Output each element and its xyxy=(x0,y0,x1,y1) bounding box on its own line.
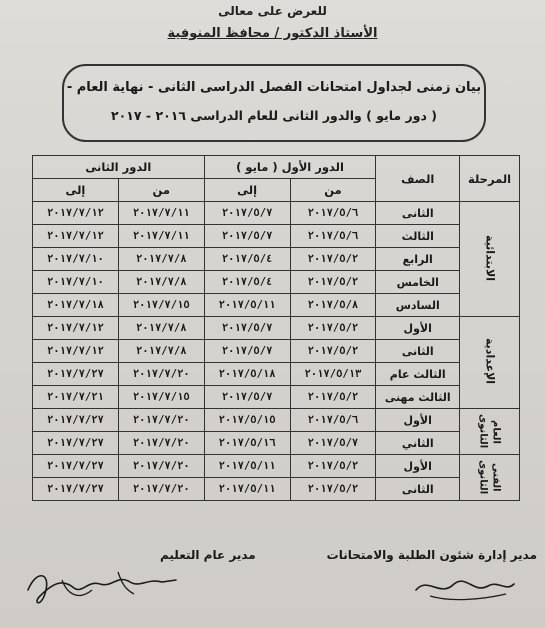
r2-to-cell: ٢٠١٧/٧/٢٧ xyxy=(33,409,119,432)
r1-to-cell: ٢٠١٧/٥/١١ xyxy=(204,294,290,317)
stage-secondary-general xyxy=(460,409,520,455)
r1-from-cell: ٢٠١٧/٥/٢ xyxy=(290,478,376,501)
r1-from-cell: ٢٠١٧/٥/١٣ xyxy=(290,363,376,386)
r2-to-cell: ٢٠١٧/٧/٢٧ xyxy=(33,478,119,501)
title-line-2: ( دور مايو ) والدور الثانى للعام الدراسى ٢٠١٦ - ٢٠١٧ xyxy=(111,108,437,123)
table-row xyxy=(33,455,520,478)
r1-from-cell: ٢٠١٧/٥/٢ xyxy=(290,386,376,409)
round1-header: الدور الأول ( مايو ) xyxy=(204,156,376,179)
r2-from-cell: ٢٠١٧/٧/١١ xyxy=(118,202,204,225)
r1-to-cell: ٢٠١٧/٥/٧ xyxy=(204,386,290,409)
r1-to-cell: ٢٠١٧/٥/١٥ xyxy=(204,409,290,432)
r2-to-cell: ٢٠١٧/٧/١٠ xyxy=(33,248,119,271)
r1-from-cell: ٢٠١٧/٥/٢ xyxy=(290,248,376,271)
grade-cell: الثانى xyxy=(376,202,460,225)
grade-cell: الأول xyxy=(376,455,460,478)
r2-from-cell: ٢٠١٧/٧/٨ xyxy=(118,271,204,294)
r1-from-cell: ٢٠١٧/٥/٦ xyxy=(290,409,376,432)
grade-cell: الرابع xyxy=(376,248,460,271)
r2-from-cell: ٢٠١٧/٧/٨ xyxy=(118,340,204,363)
table-row xyxy=(33,478,520,501)
grade-cell: الخامس xyxy=(376,271,460,294)
r2-from-cell: ٢٠١٧/٧/٨ xyxy=(118,248,204,271)
stage-primary xyxy=(460,202,520,317)
stage-preparatory-label: الإعدادية xyxy=(483,337,497,385)
r1-to-cell: ٢٠١٧/٥/١١ xyxy=(204,455,290,478)
r2-from-cell: ٢٠١٧/٧/٢٠ xyxy=(118,455,204,478)
handwritten-signature-right xyxy=(410,568,520,604)
r2-to-cell: ٢٠١٧/٧/٢٧ xyxy=(33,363,119,386)
r2-from-cell: ٢٠١٧/٧/١١ xyxy=(118,225,204,248)
table-row xyxy=(33,317,520,340)
table-row xyxy=(33,202,520,225)
stage-secondary-general-label-a: الثانوى xyxy=(477,414,489,449)
grade-cell: الأول xyxy=(376,409,460,432)
grade-cell: الثالث xyxy=(376,225,460,248)
handwritten-signature-left xyxy=(22,560,182,608)
r1-to-cell: ٢٠١٧/٥/٤ xyxy=(204,248,290,271)
r1-to-cell: ٢٠١٧/٥/١٨ xyxy=(204,363,290,386)
grade-cell: السادس xyxy=(376,294,460,317)
grade-cell: الثالث مهنى xyxy=(376,386,460,409)
r1-to-cell: ٢٠١٧/٥/٧ xyxy=(204,317,290,340)
r1-to-cell: ٢٠١٧/٥/١١ xyxy=(204,478,290,501)
header-row xyxy=(33,156,520,179)
stage-secondary-technical xyxy=(460,455,520,501)
stage-primary-label: الابتدائية xyxy=(483,234,497,281)
grade-cell: الثانى xyxy=(376,340,460,363)
r2-from-cell: ٢٠١٧/٧/٢٠ xyxy=(118,409,204,432)
signature-title-left: مدير عام التعليم xyxy=(160,548,256,562)
r2-from-cell: ٢٠١٧/٧/٢٠ xyxy=(118,432,204,455)
r1-from-cell: ٢٠١٧/٥/٢ xyxy=(290,271,376,294)
r2-from-cell: ٢٠١٧/٧/٢٠ xyxy=(118,478,204,501)
r2-to-cell: ٢٠١٧/٧/٢١ xyxy=(33,386,119,409)
round2-to-header: إلى xyxy=(33,179,119,202)
r1-to-cell: ٢٠١٧/٥/٧ xyxy=(204,202,290,225)
grade-cell: الثانى xyxy=(376,478,460,501)
r2-from-cell: ٢٠١٧/٧/١٥ xyxy=(118,386,204,409)
r2-to-cell: ٢٠١٧/٧/١٨ xyxy=(33,294,119,317)
grade-cell: الثالث عام xyxy=(376,363,460,386)
stage-preparatory xyxy=(460,317,520,409)
table-row xyxy=(33,363,520,386)
r2-to-cell: ٢٠١٧/٧/٢٧ xyxy=(33,455,119,478)
round2-header: الدور الثانى xyxy=(33,156,205,179)
table-row xyxy=(33,432,520,455)
r1-from-cell: ٢٠١٧/٥/٦ xyxy=(290,202,376,225)
stage-secondary-technical-label-a: الثانوى xyxy=(477,460,489,495)
title-line-1: بيان زمنى لجداول امتحانات الفصل الدراسى الثانى - نهاية العام - xyxy=(66,80,482,95)
r1-from-cell: ٢٠١٧/٥/٢ xyxy=(290,340,376,363)
r2-to-cell: ٢٠١٧/٧/١٠ xyxy=(33,271,119,294)
header-line-2: الأستاذ الدكتور / محافظ المنوفية xyxy=(167,26,378,41)
r1-from-cell: ٢٠١٧/٥/٨ xyxy=(290,294,376,317)
r2-to-cell: ٢٠١٧/٧/٢٧ xyxy=(33,432,119,455)
r1-to-cell: ٢٠١٧/٥/٧ xyxy=(204,340,290,363)
r2-from-cell: ٢٠١٧/٧/١٥ xyxy=(118,294,204,317)
r1-from-cell: ٢٠١٧/٥/٢ xyxy=(290,317,376,340)
table-row xyxy=(33,340,520,363)
table-row xyxy=(33,386,520,409)
table-row xyxy=(33,225,520,248)
round2-from-header: من xyxy=(118,179,204,202)
r2-from-cell: ٢٠١٧/٧/٢٠ xyxy=(118,363,204,386)
signature-title-right: مدير إدارة شئون الطلبة والامتحانات xyxy=(326,548,537,562)
title-box xyxy=(62,64,486,142)
r1-from-cell: ٢٠١٧/٥/٧ xyxy=(290,432,376,455)
round1-from-header: من xyxy=(290,179,376,202)
table-row xyxy=(33,271,520,294)
r1-from-cell: ٢٠١٧/٥/٢ xyxy=(290,455,376,478)
r1-to-cell: ٢٠١٧/٥/٤ xyxy=(204,271,290,294)
grade-cell: الثاني xyxy=(376,432,460,455)
r2-to-cell: ٢٠١٧/٧/١٢ xyxy=(33,317,119,340)
r1-to-cell: ٢٠١٧/٥/١٦ xyxy=(204,432,290,455)
stage-secondary-general-label-b: العام xyxy=(490,419,502,444)
table-row xyxy=(33,409,520,432)
r2-to-cell: ٢٠١٧/٧/١٢ xyxy=(33,340,119,363)
grade-cell: الأول xyxy=(376,317,460,340)
r1-from-cell: ٢٠١٧/٥/٦ xyxy=(290,225,376,248)
exam-schedule-table xyxy=(32,155,520,501)
grade-header: الصف xyxy=(376,156,460,202)
stage-header: المرحلة xyxy=(460,156,520,202)
round1-to-header: إلى xyxy=(204,179,290,202)
table-row xyxy=(33,248,520,271)
r2-from-cell: ٢٠١٧/٧/٨ xyxy=(118,317,204,340)
r1-to-cell: ٢٠١٧/٥/٧ xyxy=(204,225,290,248)
table-row xyxy=(33,294,520,317)
r2-to-cell: ٢٠١٧/٧/١٢ xyxy=(33,225,119,248)
header-line-1: للعرض على معالى xyxy=(218,4,327,18)
stage-secondary-technical-label-b: الفنى xyxy=(490,463,502,492)
r2-to-cell: ٢٠١٧/٧/١٢ xyxy=(33,202,119,225)
